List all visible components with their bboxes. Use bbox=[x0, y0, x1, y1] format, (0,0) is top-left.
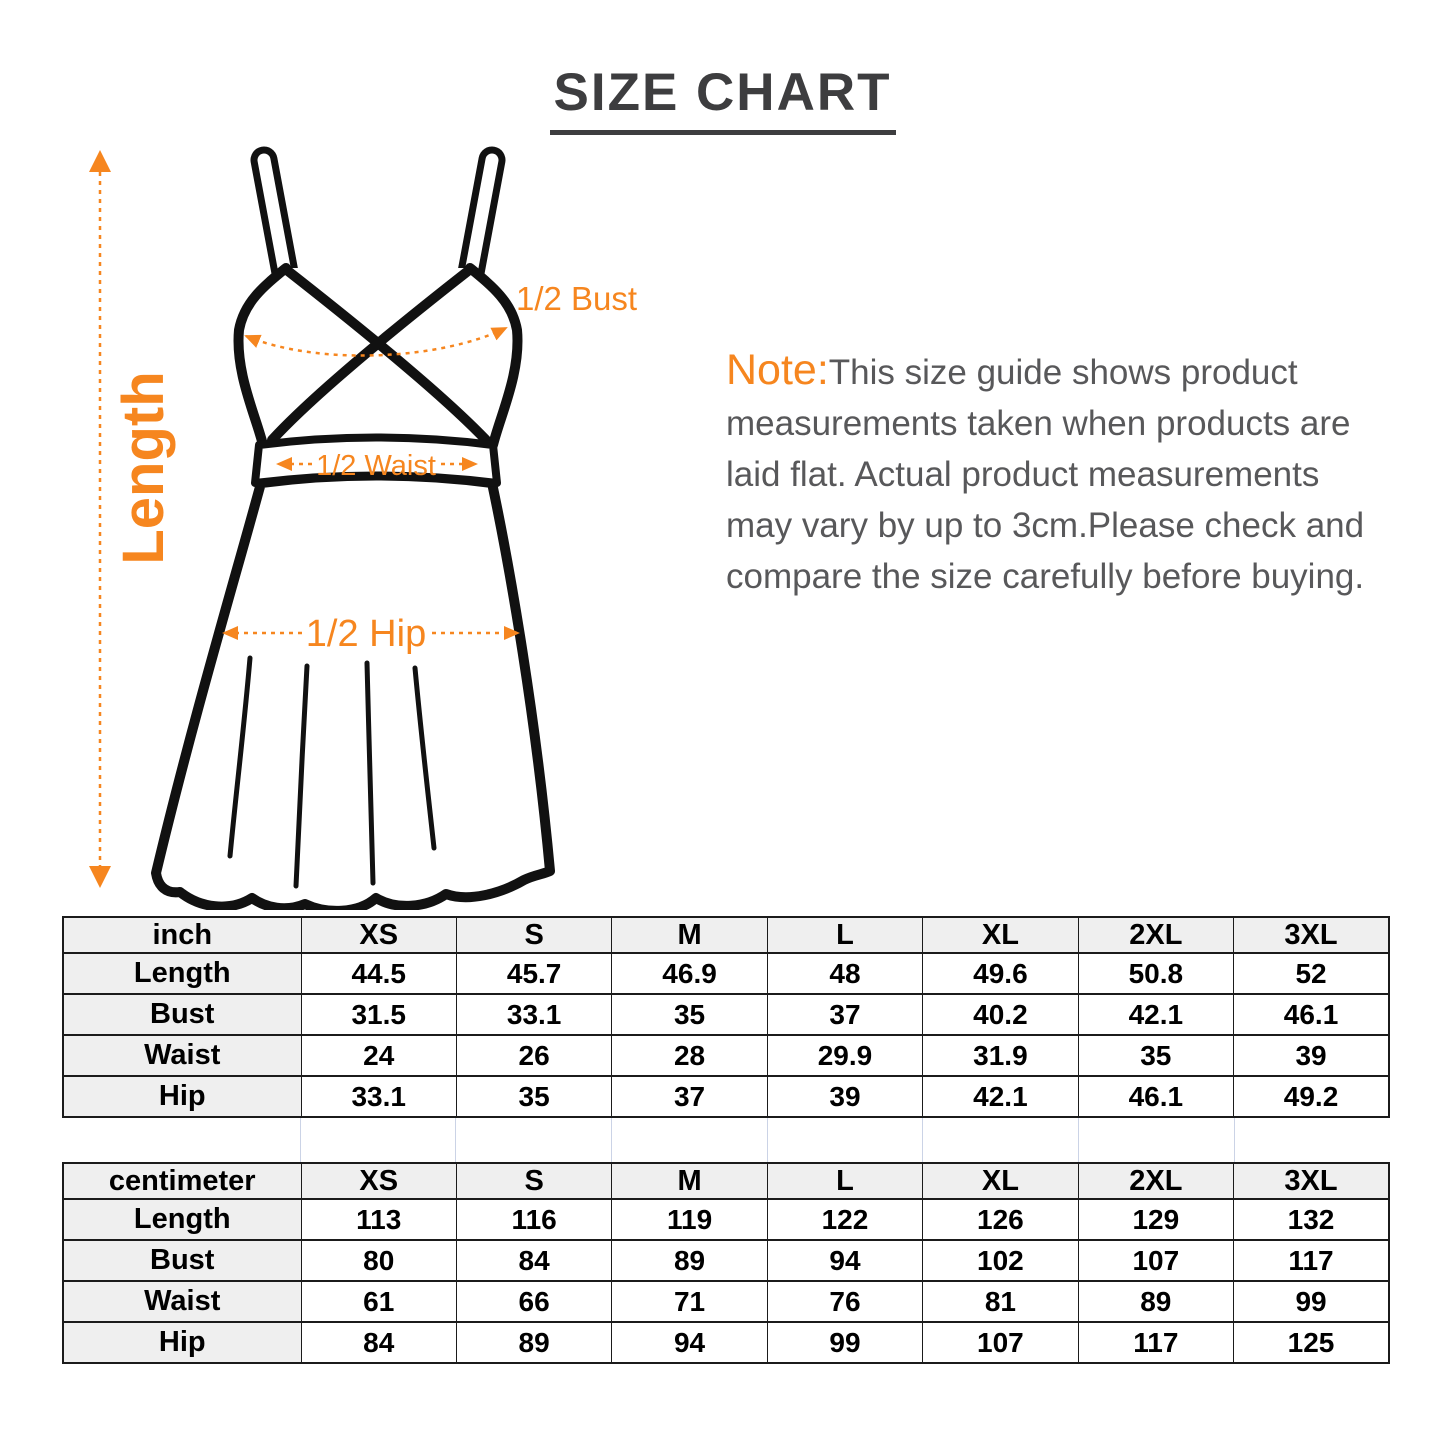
size-value-cell: 35 bbox=[456, 1076, 611, 1117]
page-header bbox=[0, 62, 1445, 135]
spacer-cell bbox=[62, 1118, 300, 1162]
dress-measurement-diagram bbox=[58, 138, 698, 910]
size-value-cell: 129 bbox=[1078, 1199, 1233, 1240]
size-col-header: S bbox=[456, 917, 611, 953]
size-value-cell: 37 bbox=[767, 994, 922, 1035]
row-label: Bust bbox=[63, 1240, 301, 1281]
size-value-cell: 99 bbox=[1234, 1281, 1389, 1322]
size-value-cell: 28 bbox=[612, 1035, 767, 1076]
hip-label: 1/2 Hip bbox=[305, 613, 427, 655]
spacer-cell bbox=[1079, 1118, 1235, 1162]
size-value-cell: 80 bbox=[301, 1240, 456, 1281]
size-value-cell: 113 bbox=[301, 1199, 456, 1240]
row-label: Hip bbox=[63, 1322, 301, 1363]
size-value-cell: 24 bbox=[301, 1035, 456, 1076]
waist-label: 1/2 Waist bbox=[316, 450, 436, 482]
table-row bbox=[63, 994, 1389, 1035]
table-row bbox=[63, 1281, 1389, 1322]
size-value-cell: 116 bbox=[456, 1199, 611, 1240]
table-row bbox=[63, 1199, 1389, 1240]
size-col-header: 3XL bbox=[1234, 1163, 1389, 1199]
size-col-header: M bbox=[612, 1163, 767, 1199]
size-value-cell: 29.9 bbox=[767, 1035, 922, 1076]
size-table-inch bbox=[62, 916, 1390, 1118]
size-value-cell: 31.9 bbox=[923, 1035, 1078, 1076]
size-value-cell: 39 bbox=[1234, 1035, 1389, 1076]
note-body: This size guide shows product measurements taken when products are laid flat. Actual product measurements may vary by up to 3cm.Please check and compare the size carefully before buying. bbox=[726, 353, 1365, 596]
size-value-cell: 81 bbox=[923, 1281, 1078, 1322]
size-value-cell: 33.1 bbox=[456, 994, 611, 1035]
size-value-cell: 76 bbox=[767, 1281, 922, 1322]
size-col-header: S bbox=[456, 1163, 611, 1199]
size-value-cell: 117 bbox=[1234, 1240, 1389, 1281]
size-tables bbox=[62, 916, 1390, 1364]
size-value-cell: 84 bbox=[456, 1240, 611, 1281]
size-value-cell: 89 bbox=[456, 1322, 611, 1363]
size-value-cell: 94 bbox=[612, 1322, 767, 1363]
spacer-cell bbox=[611, 1118, 767, 1162]
size-value-cell: 42.1 bbox=[1078, 994, 1233, 1035]
row-label: Waist bbox=[63, 1035, 301, 1076]
table-row bbox=[63, 1035, 1389, 1076]
size-value-cell: 94 bbox=[767, 1240, 922, 1281]
size-value-cell: 40.2 bbox=[923, 994, 1078, 1035]
size-value-cell: 117 bbox=[1078, 1322, 1233, 1363]
table-row bbox=[63, 1076, 1389, 1117]
spacer-cell bbox=[456, 1118, 612, 1162]
note-text bbox=[726, 345, 1390, 602]
table-gap-spacer bbox=[62, 1118, 1390, 1162]
size-value-cell: 46.9 bbox=[612, 953, 767, 994]
length-label: Length bbox=[111, 371, 176, 565]
spacer-cell bbox=[767, 1118, 923, 1162]
size-value-cell: 46.1 bbox=[1234, 994, 1389, 1035]
size-col-header: 2XL bbox=[1078, 917, 1233, 953]
header-row bbox=[63, 917, 1389, 953]
size-value-cell: 132 bbox=[1234, 1199, 1389, 1240]
size-value-cell: 50.8 bbox=[1078, 953, 1233, 994]
size-value-cell: 48 bbox=[767, 953, 922, 994]
size-value-cell: 42.1 bbox=[923, 1076, 1078, 1117]
bust-label: 1/2 Bust bbox=[516, 280, 638, 317]
size-value-cell: 122 bbox=[767, 1199, 922, 1240]
size-value-cell: 89 bbox=[1078, 1281, 1233, 1322]
size-value-cell: 46.1 bbox=[1078, 1076, 1233, 1117]
size-value-cell: 35 bbox=[1078, 1035, 1233, 1076]
size-value-cell: 89 bbox=[612, 1240, 767, 1281]
size-value-cell: 45.7 bbox=[456, 953, 611, 994]
header-row bbox=[63, 1163, 1389, 1199]
table-row bbox=[63, 1240, 1389, 1281]
size-value-cell: 66 bbox=[456, 1281, 611, 1322]
size-value-cell: 107 bbox=[1078, 1240, 1233, 1281]
size-value-cell: 125 bbox=[1234, 1322, 1389, 1363]
size-value-cell: 52 bbox=[1234, 953, 1389, 994]
size-col-header: XL bbox=[923, 917, 1078, 953]
size-value-cell: 39 bbox=[767, 1076, 922, 1117]
unit-label: centimeter bbox=[63, 1163, 301, 1199]
spacer-cell bbox=[1234, 1118, 1390, 1162]
row-label: Bust bbox=[63, 994, 301, 1035]
spacer-cell bbox=[300, 1118, 456, 1162]
size-value-cell: 119 bbox=[612, 1199, 767, 1240]
size-col-header: M bbox=[612, 917, 767, 953]
dress-skirt bbox=[156, 476, 550, 911]
size-col-header: L bbox=[767, 917, 922, 953]
note-prefix: Note: bbox=[726, 346, 829, 394]
length-arrow bbox=[89, 150, 111, 888]
size-col-header: XS bbox=[301, 1163, 456, 1199]
size-col-header: XL bbox=[923, 1163, 1078, 1199]
size-value-cell: 49.2 bbox=[1234, 1076, 1389, 1117]
size-value-cell: 44.5 bbox=[301, 953, 456, 994]
size-value-cell: 102 bbox=[923, 1240, 1078, 1281]
table-row bbox=[63, 1322, 1389, 1363]
size-col-header: 3XL bbox=[1234, 917, 1389, 953]
row-label: Waist bbox=[63, 1281, 301, 1322]
unit-label: inch bbox=[63, 917, 301, 953]
size-value-cell: 26 bbox=[456, 1035, 611, 1076]
page-title: SIZE CHART bbox=[550, 62, 896, 135]
spacer-cell bbox=[923, 1118, 1079, 1162]
size-value-cell: 37 bbox=[612, 1076, 767, 1117]
size-table-centimeter bbox=[62, 1162, 1390, 1364]
dress-straps bbox=[264, 160, 492, 278]
size-value-cell: 126 bbox=[923, 1199, 1078, 1240]
size-value-cell: 31.5 bbox=[301, 994, 456, 1035]
size-value-cell: 71 bbox=[612, 1281, 767, 1322]
size-value-cell: 61 bbox=[301, 1281, 456, 1322]
table-row bbox=[63, 953, 1389, 994]
size-col-header: L bbox=[767, 1163, 922, 1199]
size-value-cell: 49.6 bbox=[923, 953, 1078, 994]
size-col-header: 2XL bbox=[1078, 1163, 1233, 1199]
size-value-cell: 99 bbox=[767, 1322, 922, 1363]
row-label: Hip bbox=[63, 1076, 301, 1117]
dress-bodice bbox=[238, 268, 517, 445]
row-label: Length bbox=[63, 953, 301, 994]
size-value-cell: 107 bbox=[923, 1322, 1078, 1363]
row-label: Length bbox=[63, 1199, 301, 1240]
size-value-cell: 84 bbox=[301, 1322, 456, 1363]
size-col-header: XS bbox=[301, 917, 456, 953]
size-value-cell: 33.1 bbox=[301, 1076, 456, 1117]
size-value-cell: 35 bbox=[612, 994, 767, 1035]
